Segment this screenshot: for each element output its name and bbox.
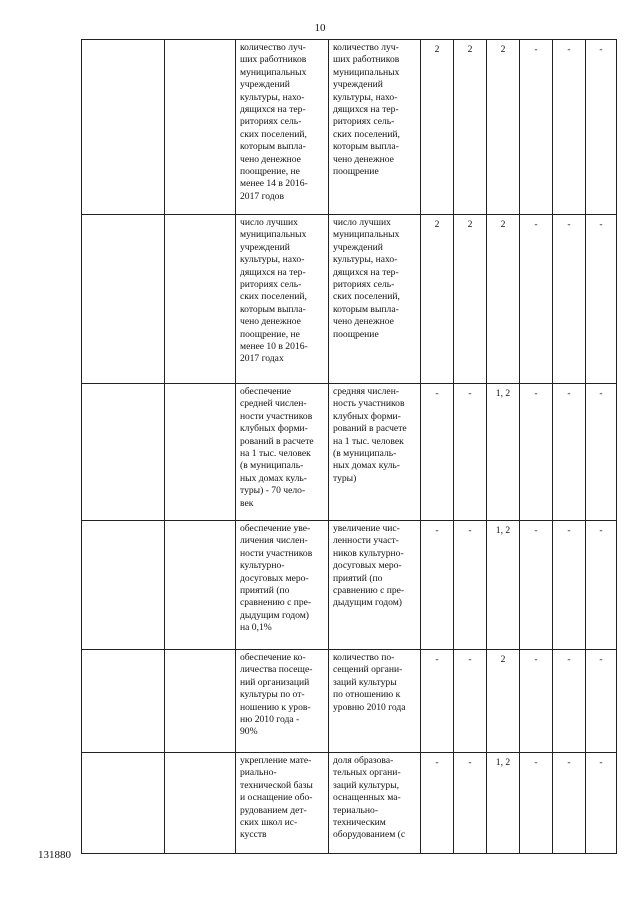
indicator-cell: доля образова- тельных органи- заций культуры, оснащенных ма- териально- техническим оборудованием (с xyxy=(329,753,421,854)
table-row xyxy=(82,753,617,854)
value-cell: - xyxy=(520,650,553,753)
page-number: 10 xyxy=(314,22,326,34)
table-row xyxy=(82,521,617,650)
empty-cell xyxy=(165,753,236,854)
value-cell: - xyxy=(421,753,454,854)
empty-cell xyxy=(82,650,165,753)
value-cell: 2 xyxy=(487,40,520,215)
table-row xyxy=(82,384,617,521)
empty-cell xyxy=(165,384,236,521)
event-cell: количество луч- ших работников муниципальных учреждений культуры, нахо- дящихся на тер- риториях сель- ских поселений, которым выпла- чено денежное поощрение, не менее 14 в 2016- 2017 годов xyxy=(236,40,329,215)
value-cell: - xyxy=(553,650,586,753)
value-cell: - xyxy=(520,215,553,384)
event-cell: укрепление мате- риально- технической базы и оснащение обо- рудованием дет- ских школ ис- кусств xyxy=(236,753,329,854)
indicator-cell: средняя числен- ность участников клубных форми- рований в расчете на 1 тыс. человек (в муниципаль- ных домах куль- туры) xyxy=(329,384,421,521)
value-cell: - xyxy=(553,215,586,384)
value-cell: 2 xyxy=(421,40,454,215)
value-cell: - xyxy=(586,650,617,753)
value-cell: - xyxy=(421,521,454,650)
value-cell: - xyxy=(553,40,586,215)
empty-cell xyxy=(165,40,236,215)
program-table xyxy=(81,39,617,854)
empty-cell xyxy=(82,753,165,854)
value-cell: - xyxy=(454,753,487,854)
event-cell: обеспечение уве- личения числен- ности участников культурно- досуговых меро- приятий (по сравнению с пре- дыдущим годом) на 0,1% xyxy=(236,521,329,650)
table-row xyxy=(82,40,617,215)
empty-cell xyxy=(82,215,165,384)
table-row xyxy=(82,650,617,753)
value-cell: - xyxy=(454,650,487,753)
empty-cell xyxy=(82,384,165,521)
value-cell: - xyxy=(586,384,617,521)
value-cell: - xyxy=(421,384,454,521)
document-code: 131880 xyxy=(38,849,71,861)
value-cell: - xyxy=(553,753,586,854)
indicator-cell: увеличение чис- ленности участ- ников культурно- досуговых меро- приятий (по сравнению с пре- дыдущим годом) xyxy=(329,521,421,650)
empty-cell xyxy=(165,215,236,384)
value-cell: 1, 2 xyxy=(487,521,520,650)
table-row xyxy=(82,215,617,384)
value-cell: 2 xyxy=(487,650,520,753)
value-cell: 2 xyxy=(421,215,454,384)
event-cell: обеспечение ко- личества посеще- ний организаций культуры по от- ношению к уров- ню 2010 года - 90% xyxy=(236,650,329,753)
empty-cell xyxy=(82,40,165,215)
value-cell: 1, 2 xyxy=(487,753,520,854)
value-cell: - xyxy=(553,384,586,521)
value-cell: 2 xyxy=(454,215,487,384)
value-cell: - xyxy=(421,650,454,753)
value-cell: - xyxy=(520,521,553,650)
value-cell: - xyxy=(586,753,617,854)
value-cell: - xyxy=(520,40,553,215)
value-cell: 1, 2 xyxy=(487,384,520,521)
indicator-cell: количество луч- ших работников муниципальных учреждений культуры, нахо- дящихся на тер- риториях сель- ских поселений, которым выпла- чено денежное поощрение xyxy=(329,40,421,215)
value-cell: - xyxy=(586,521,617,650)
value-cell: - xyxy=(520,753,553,854)
value-cell: - xyxy=(454,521,487,650)
indicator-cell: число лучших муниципальных учреждений культуры, нахо- дящихся на тер- риториях сель- ских поселений, которым выпла- чено денежное поощрение xyxy=(329,215,421,384)
empty-cell xyxy=(82,521,165,650)
value-cell: - xyxy=(586,40,617,215)
empty-cell xyxy=(165,521,236,650)
value-cell: - xyxy=(520,384,553,521)
value-cell: 2 xyxy=(487,215,520,384)
event-cell: число лучших муниципальных учреждений культуры, нахо- дящихся на тер- риториях сель- ских поселений, которым выпла- чено денежное поощрение, не менее 10 в 2016- 2017 годах xyxy=(236,215,329,384)
empty-cell xyxy=(165,650,236,753)
value-cell: 2 xyxy=(454,40,487,215)
event-cell: обеспечение средней числен- ности участников клубных форми- рований в расчете на 1 тыс. человек (в муниципаль- ных домах куль- туры) - 70 чело- век xyxy=(236,384,329,521)
value-cell: - xyxy=(586,215,617,384)
value-cell: - xyxy=(454,384,487,521)
indicator-cell: количество по- сещений органи- заций культуры по отношению к уровню 2010 года xyxy=(329,650,421,753)
value-cell: - xyxy=(553,521,586,650)
